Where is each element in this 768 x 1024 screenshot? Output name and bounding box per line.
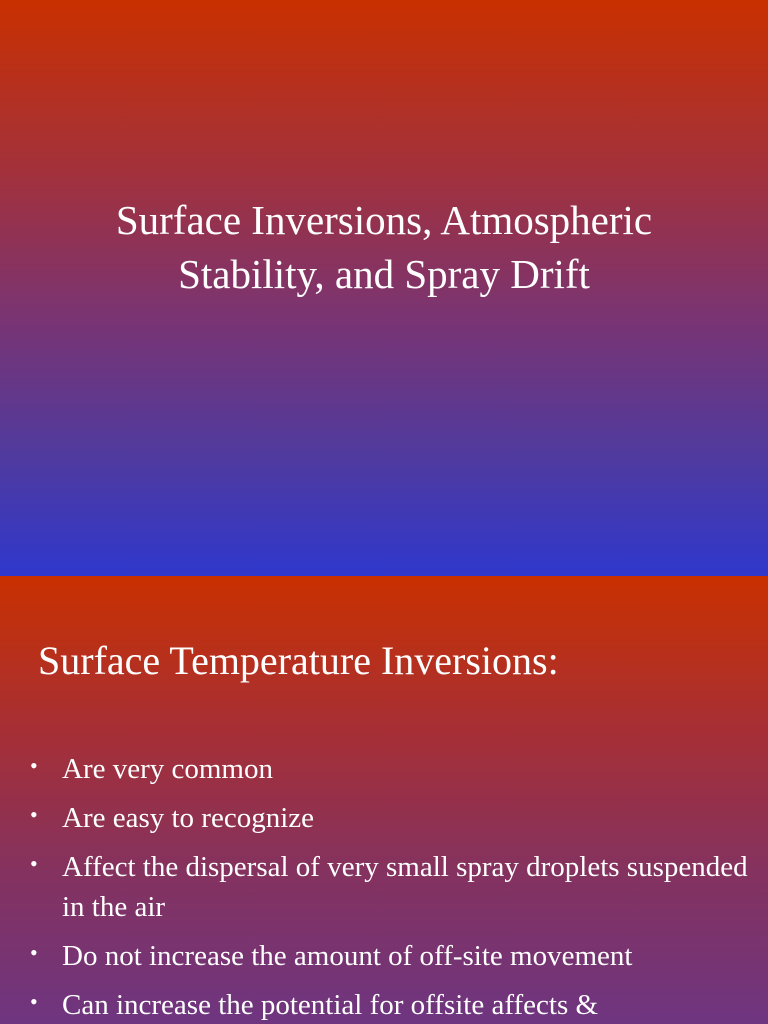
bullet-text: Can increase the potential for offsite affects &: [62, 989, 599, 1021]
bullet-icon: •: [30, 989, 38, 1014]
bullet-item: [30, 749, 748, 789]
content-slide: [0, 576, 768, 1024]
slide-title-line-2: Stability, and Spray Drift: [178, 251, 590, 297]
bullet-icon: •: [30, 802, 38, 827]
bullet-icon: •: [30, 940, 38, 965]
bullet-text: Are easy to recognize: [62, 802, 315, 834]
slide-title: [40, 193, 728, 301]
bullet-icon: •: [30, 753, 38, 778]
slide-title-line-1: Surface Inversions, Atmospheric: [115, 197, 653, 243]
bullet-item: [30, 847, 748, 927]
bullet-item: [30, 985, 748, 1024]
bullet-item: [30, 936, 748, 976]
bullet-item: [30, 798, 748, 838]
bullet-text: Affect the dispersal of very small spray droplets suspended in the air: [62, 851, 748, 923]
bullet-text: Do not increase the amount of off-site movement: [62, 940, 633, 972]
bullet-list: [30, 749, 748, 1024]
bullet-icon: •: [30, 851, 38, 876]
slide-heading: Surface Temperature Inversions:: [38, 638, 559, 683]
bullet-text: Are very common: [62, 753, 273, 785]
